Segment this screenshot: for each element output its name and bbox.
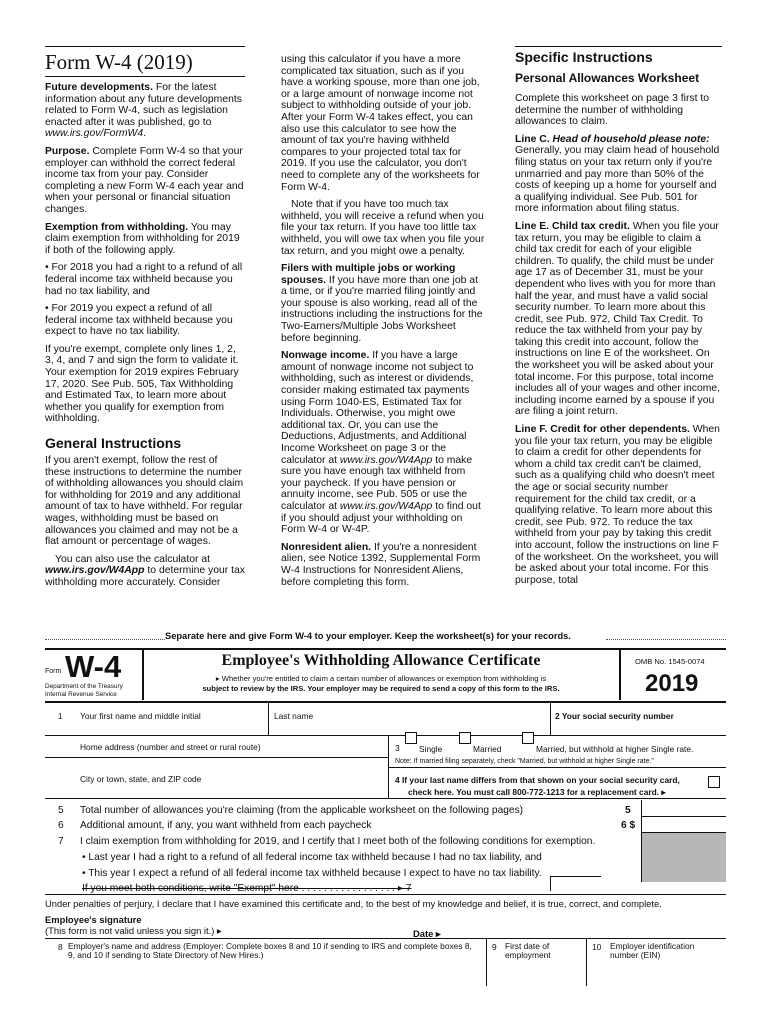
- line-6-text: Additional amount, if any, you want withheld from each paycheck: [80, 820, 372, 831]
- subtitle-line-1: ▸ Whether you're entitled to claim a certain number of allowances or exemption from withholding is: [215, 674, 547, 683]
- line-7-bullet-1: • Last year I had a right to a refund of all federal income tax withheld because I had no tax liability, and: [82, 852, 542, 863]
- line-6-box-number: 6 $: [621, 820, 636, 831]
- ssn-input[interactable]: [551, 715, 726, 735]
- city-input[interactable]: [45, 783, 388, 797]
- line-8-number: 8: [58, 942, 63, 952]
- married-label: Married: [473, 744, 502, 754]
- line-8-text: Employer's name and address (Employer: Complete boxes 8 and 10 if sending to IRS and complete boxes 8, 9, and 10 if sending to State Directory of New Hires.): [68, 941, 472, 960]
- exemption-bullet-1: • For 2018 you had a right to a refund of all federal income tax withheld because you had no tax liability, and: [45, 262, 243, 297]
- general-paragraph-2: You can also use the calculator at www.irs.gov/W4App to determine your tax withholding more accurately. Consider: [45, 553, 245, 588]
- married-checkbox[interactable]: [459, 732, 471, 744]
- form-title: Form W-4 (2019): [45, 46, 245, 77]
- separate-here-text: Separate here and give Form W-4 to your employer. Keep the worksheet(s) for your records.: [165, 631, 571, 641]
- cut-line-left: [45, 639, 165, 640]
- line-1-number: 1: [58, 711, 63, 721]
- certificate-title: Employee's Withholding Allowance Certificate: [221, 652, 541, 669]
- exemption-bullet-2: • For 2019 you expect a refund of all federal income tax withheld because you expect to have no tax liability.: [45, 303, 233, 338]
- signature-note: (This form is not valid unless you sign it.) ▸: [45, 925, 222, 936]
- worksheet-intro: Complete this worksheet on page 3 first to determine the number of withholding allowances to claim.: [515, 93, 710, 128]
- general-paragraph-1: If you aren't exempt, follow the rest of these instructions to determine the number of withholding allowances you should claim for withholding for 2019 and any additional amount of tax to have withheld. For regular wages, withholding must be based on allowances you claimed and may not be a flat amount or percentage of wages.: [45, 455, 244, 548]
- line-7-exempt-text: If you meet both conditions, write "Exempt" here . . . . . . . . . . . . . . . . . ▸ 7: [82, 883, 412, 894]
- line-c: Line C. Head of household please note: Generally, you may claim head of household filing status on your tax return only if you're unmarried and pay more than 50% of the costs of keeping up a home for yourself and a qualifying individual. See Pub. 501 for more information about filing status.: [515, 133, 720, 215]
- first-date-input[interactable]: [487, 962, 586, 986]
- exempt-paragraph: If you're exempt, complete only lines 1, 2, 3, 4, and 7 and sign the form to validate it. Your exemption for 2019 expires February 17, 2020. See Pub. 505, Tax Withholding and Estimated Tax, to learn more about whether you qualify for exemption from withholding.: [45, 343, 239, 425]
- date-label: Date ▸: [413, 928, 441, 939]
- shaded-area: [642, 833, 726, 882]
- treasury-dept: Department of the Treasury: [45, 683, 123, 690]
- line-10-number: 10: [592, 942, 602, 952]
- future-developments: Future developments. For the latest information about any future developments related to Form W-4, such as legislation enacted after it was published, go to www.irs.gov/FormW4.: [45, 82, 242, 140]
- nonwage-income: Nonwage income. If you have a large amount of nonwage income not subject to withholding, such as interest or dividends, consider making estimated tax payments using Form 1040-ES, Estimated Tax for Individuals. Otherwise, you might owe additional tax. Or, you can use the Deductions, Adjustments, and Additional Income Worksheet on page 3 or the calculator at www.irs.gov/W4App to make sure you have enough tax withheld from your paycheck. If you have pension or annuity income, see Pub. 505 or use the calculator at www.irs.gov/W4App to find out if you should adjust your withholding on Form W-4 or W-4P.: [281, 350, 481, 536]
- signature-input[interactable]: [235, 914, 405, 936]
- form-number: W-4: [65, 649, 122, 684]
- single-checkbox[interactable]: [405, 732, 417, 744]
- line-3-number: 3: [395, 743, 400, 753]
- refund-note: Note that if you have too much tax withheld, you will receive a refund when you file your tax return. If you have too little tax withheld, you will owe tax when you file your tax return, and you might owe a penalty.: [281, 199, 485, 257]
- subtitle-line-2: subject to review by the IRS. Your employer may be required to send a copy of this form to the IRS.: [202, 684, 560, 693]
- home-address-label: Home address (number and street or rural route): [80, 742, 261, 752]
- nonresident-alien: Nonresident alien. If you're a nonresident alien, see Notice 1392, Supplemental Form W-4 Instructions for Nonresident Aliens, before completing this form.: [281, 541, 481, 588]
- line-f: Line F. Credit for other dependents. When you file your tax return, you may be eligible to claim a credit for other dependents for whom a child tax credit can't be claimed, such as a qualifying child who doesn't meet the age or social security number requirement for the child tax credit, or a qualifying relative. To learn more about this credit, see Pub. 972. To reduce the tax withheld from your pay by taking this credit into account, follow the instructions on line F of the worksheet. On the worksheet, you will be asked about your total income. For this purpose, total: [515, 424, 720, 586]
- line-4-text-a: 4 If your last name differs from that shown on your social security card,: [395, 775, 680, 785]
- name-differs-checkbox[interactable]: [708, 776, 720, 788]
- tax-year: 2019: [645, 670, 699, 697]
- single-label: Single: [419, 744, 443, 754]
- line-5-text: Total number of allowances you're claiming (from the applicable worksheet on the following pages): [80, 805, 524, 816]
- filing-status-note: Note: If married filing separately, check "Married, but withhold at higher Single rate.": [395, 758, 654, 765]
- ein-input[interactable]: [587, 962, 726, 986]
- omb-number: OMB No. 1545-0074: [635, 657, 705, 666]
- line-9-number: 9: [492, 942, 497, 952]
- exemption: Exemption from withholding. You may claim exemption from withholding for 2019 if both of the following apply.: [45, 221, 240, 256]
- ssn-label: 2 Your social security number: [555, 711, 674, 721]
- w4-certificate: [45, 648, 726, 986]
- perjury-statement: Under penalties of perjury, I declare that I have examined this certificate and, to the best of my knowledge and belief, it is true, correct, and complete.: [45, 898, 662, 909]
- line-5-number: 5: [58, 805, 64, 816]
- irs-label: Internal Revenue Service: [45, 691, 117, 698]
- instructions-column-1: [45, 46, 245, 595]
- general-instructions-heading: General Instructions: [45, 435, 182, 452]
- line-e: Line E. Child tax credit. When you file your tax return, you may be eligible to claim a child tax credit for each of your eligible children. To qualify, the child must be under age 17 as of December 31, must be your dependent who lives with you for more than half the year, and must have a valid social security number. To learn more about this credit, see Pub. 972, Child Tax Credit. To reduce the tax withheld from your pay by taking this credit into account, follow the instructions on line E of the worksheet. On the worksheet you will be asked about your total income. For this purpose, total income includes all of your wages and other income, including income earned by a spouse if you are filing a joint return.: [515, 220, 721, 418]
- line-9-text: First date of employment: [505, 941, 551, 960]
- purpose: Purpose. Complete Form W-4 so that your employer can withhold the correct federal income tax from your pay. Consider completing a new Form W-4 each year and when your personal or financial situation changes.: [45, 145, 244, 215]
- home-address-input[interactable]: [45, 752, 388, 768]
- multiple-jobs: Filers with multiple jobs or working spouses. If you have more than one job at a time, or if you're married filing jointly and your spouse is also working, read all of the instructions including the instructions for the Two-Earners/Multiple Jobs Worksheet before beginning.: [281, 263, 483, 344]
- line-5-box-number: 5: [625, 805, 631, 816]
- first-name-input[interactable]: [45, 715, 268, 735]
- irs-link-w4app-2[interactable]: www.irs.gov/W4App: [339, 454, 433, 466]
- line-4-text-b: check here. You must call 800-772-1213 for a replacement card. ▸: [408, 787, 666, 797]
- last-name-label: Last name: [274, 711, 314, 721]
- married-higher-checkbox[interactable]: [522, 732, 534, 744]
- married-higher-label: Married, but withhold at higher Single rate.: [536, 744, 694, 754]
- line-7-text: I claim exemption from withholding for 2019, and I certify that I meet both of the following conditions for exemption.: [80, 836, 596, 847]
- line-10-text: Employer identification number (EIN): [610, 941, 695, 960]
- date-input[interactable]: [445, 922, 585, 938]
- instructions-column-3: [515, 46, 722, 592]
- employer-name-input[interactable]: [45, 962, 485, 986]
- personal-allowances-heading: Personal Allowances Worksheet: [515, 71, 700, 85]
- instructions-column-2: [281, 54, 486, 594]
- calculator-paragraph: using this calculator if you have a more complicated tax situation, such as if you have a working spouse, more than one job, or a large amount of nonwage income not subject to withholding outside of your job. After your Form W-4 takes effect, you can also use this calculator to see how the amount of tax you're having withheld compares to your projected total tax for 2019. If you use the calculator, you don't need to complete any of the worksheets for Form W-4.: [281, 54, 480, 193]
- additional-amount-input[interactable]: [642, 817, 726, 832]
- form-word: Form: [45, 668, 62, 675]
- specific-instructions-heading: Specific Instructions: [515, 49, 653, 65]
- first-name-label: Your first name and middle initial: [80, 711, 201, 721]
- allowances-input[interactable]: [642, 800, 726, 816]
- signature-label: Employee's signature: [45, 914, 142, 925]
- irs-link-formw4[interactable]: www.irs.gov/FormW4: [45, 128, 144, 140]
- line-7-bullet-2: • This year I expect a refund of all federal income tax withheld because I expect to have no tax liability.: [82, 868, 542, 879]
- cut-line-right: [606, 639, 726, 640]
- line-6-number: 6: [58, 820, 64, 831]
- irs-link-w4app[interactable]: www.irs.gov/W4App: [45, 565, 145, 577]
- exempt-input[interactable]: [550, 876, 601, 891]
- line-7-number: 7: [58, 836, 64, 847]
- irs-link-w4app-3[interactable]: www.irs.gov/W4App: [339, 500, 433, 512]
- city-label: City or town, state, and ZIP code: [80, 774, 202, 784]
